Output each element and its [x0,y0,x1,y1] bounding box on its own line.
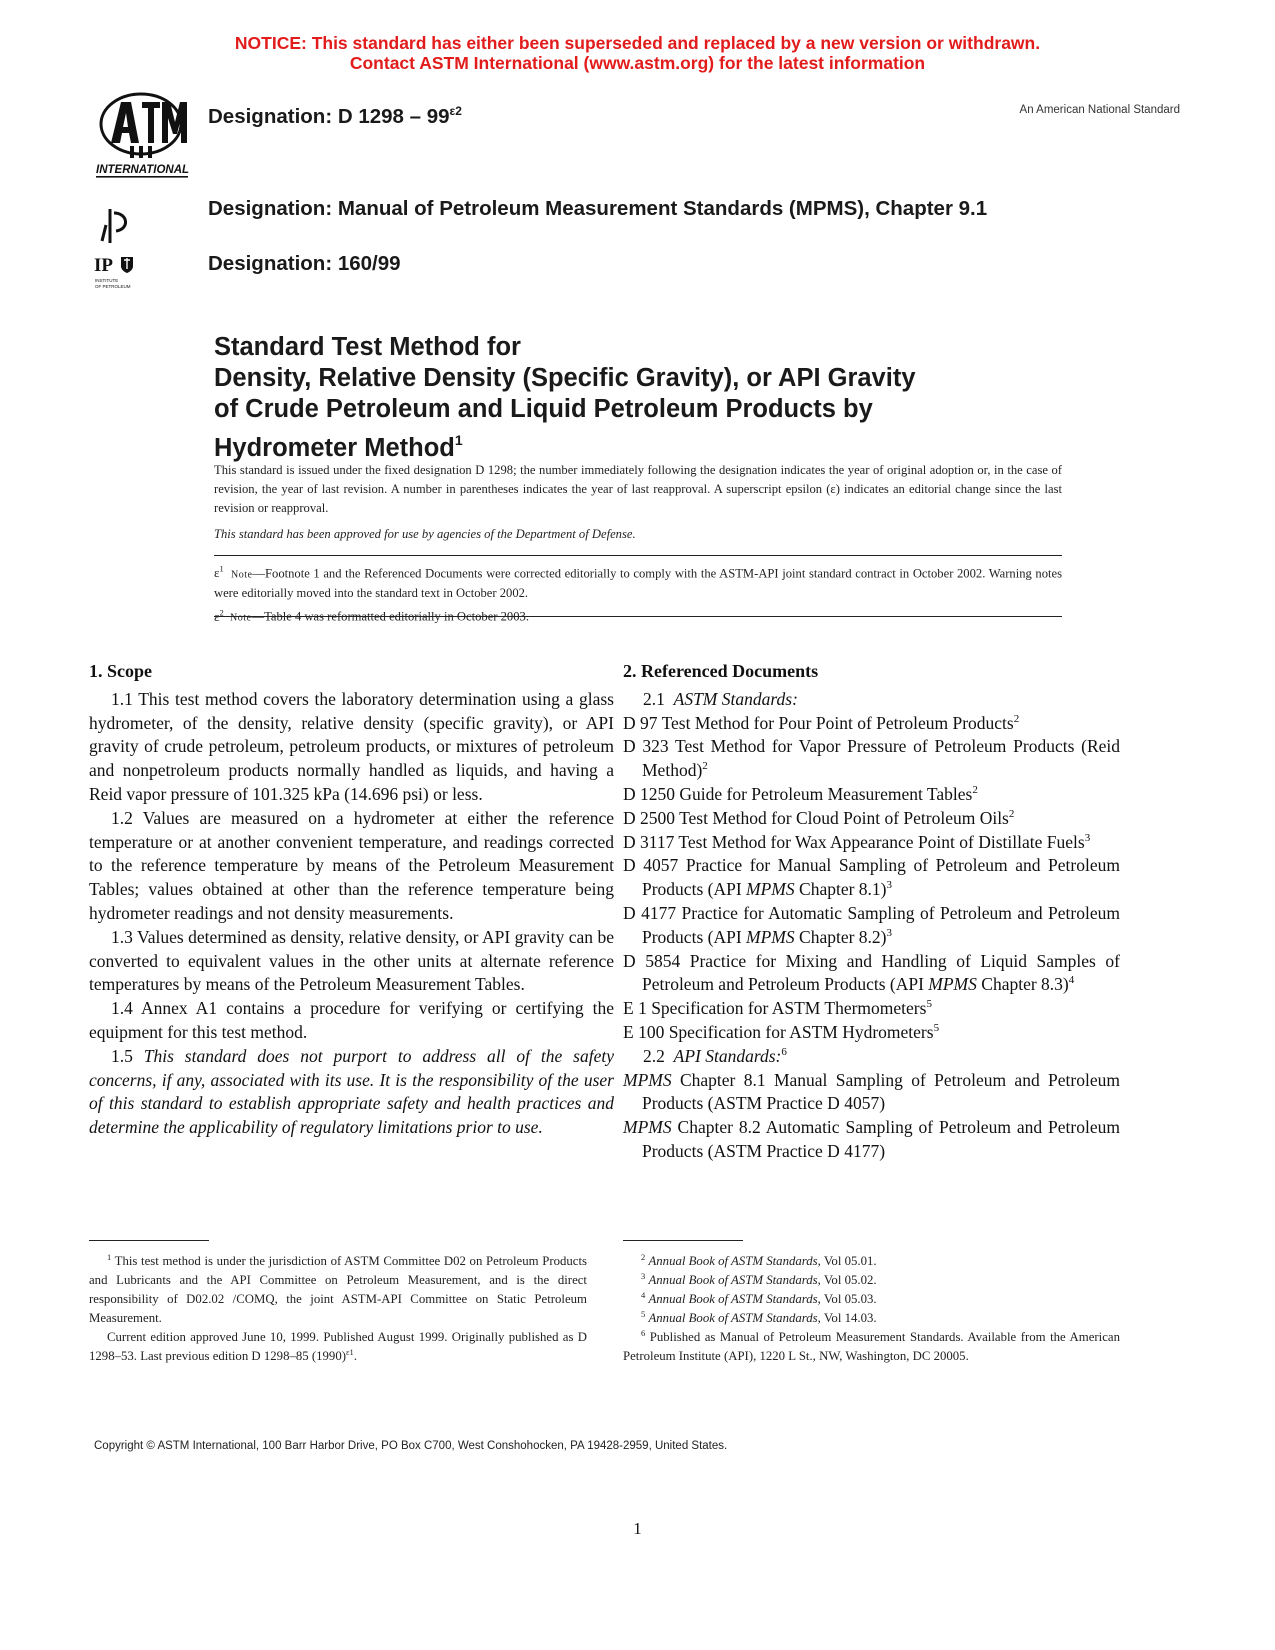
designation-mpms: Designation: Manual of Petroleum Measurement Standards (MPMS), Chapter 9.1 [208,197,988,220]
footnote-3: $^3$ Annual Book of ASTM Standards, Vol 05.02. [641,1271,877,1287]
title-line-4 [214,425,1114,464]
scope-1-5: 1.5 This standard does not purport to address all of the safety concerns, if any, associated with its use. It is the responsibility of the user of this standard to establish appropriate safety and health practices and determine the applicability of regulatory limitations prior to use. [89,1045,614,1138]
footnote-1-edition: Current edition approved June 10, 1999. Published August 1999. Originally published as D 1298–53. Last previous edition D 1298–85 $(1990)^{\varepsilon 1}$. [89,1330,587,1363]
footnote-2: $^2$ Annual Book of ASTM Standards, Vol 05.01. [641,1252,877,1268]
footnote-rule-right [623,1240,743,1241]
api-ref-item: MPMS Chapter 8.1 Manual Sampling of Petroleum and Petroleum Products (ASTM Practice D 4057) [623,1069,1120,1114]
api-logo [96,205,136,245]
ip-logo-sub-1: INSTITUTE [95,278,119,283]
divider-top [214,555,1062,556]
referenced-documents-section [623,660,1120,1164]
american-national-standard: An American National Standard [1019,104,1180,116]
footnote-1: $^1$ This test method is under the jurisdiction of ASTM Committee D02 on Petroleum Products and Lubricants and the API Committee on Petroleum Measurement, and is the direct responsibility of D02.02 /COMQ, the joint ASTM-API Committee on Static Petroleum Measurement. [89,1252,587,1325]
notice-line-1: NOTICE: This standard has either been superseded and replaced by a new version or withdrawn. [234,33,1041,53]
footnotes-left [89,1252,587,1366]
footnote-rule-left [89,1240,209,1241]
astm-ref-item: E 100 Specification for ASTM Hydrometers$^5$ [623,1021,940,1042]
refs-heading: 2. Referenced Documents [623,661,819,681]
page-number: 1 [633,1519,642,1538]
issue-statement: This standard is issued under the fixed designation D 1298; the number immediately following the designation indicates the year of original adoption or, in the case of revision, the year of last revision. A number in parentheses indicates the year of last reapproval. A superscript epsilon (ε) indicates an editorial change since the last revision or reapproval. [214,463,1062,515]
notice-banner [0,33,1275,73]
astm-ref-item: D 5854 Practice for Mixing and Handling of Liquid Samples of Petroleum and Petroleum Products (API MPMS Chapter 8.3)$^4$ [623,950,1120,995]
dod-approval: This standard has been approved for use by agencies of the Department of Defense. [214,527,636,541]
astm-ref-item: D 4057 Practice for Manual Sampling of Petroleum and Petroleum Products (API MPMS Chapter 8.1)$^3$ [623,855,1120,900]
document-title [214,332,1114,464]
scope-section [89,660,614,1140]
api-standards-label: 2.2 API Standards:$^6$ [643,1045,787,1066]
astm-standards-label: 2.1 ASTM Standards: [643,688,798,709]
divider-bottom [214,616,1062,617]
astm-ref-item: D 323 Test Method for Vapor Pressure of Petroleum Products (Reid Method)$^2$ [623,736,1120,781]
title-line-1: Standard Test Method for [214,333,521,361]
title-line-4-text: Hydrometer Method [214,434,455,462]
ip-logo-text: IP [94,255,113,276]
notice-line-2: Contact ASTM International (www.astm.org) for the latest information [349,53,926,73]
copyright: Copyright © ASTM International, 100 Barr Harbor Drive, PO Box C700, West Conshohocken, PA 19428-2959, United States. [94,1440,728,1452]
note-label: Note [230,569,253,581]
footnote-5: $^5$ Annual Book of ASTM Standards, Vol 14.03. [641,1309,877,1325]
astm-ref-item: D 97 Test Method for Pour Point of Petroleum Products$^2$ [623,712,1020,733]
designation-astm [208,104,462,129]
title-footnote-ref: 1 [454,432,463,448]
astm-ref-item: D 1250 Guide for Petroleum Measurement Tables$^2$ [623,783,978,804]
scope-1-1: 1.1 This test method covers the laboratory determination using a glass hydrometer, of the density, relative density (specific gravity), or API gravity of crude petroleum, petroleum products, or mixtures of petroleum and nonpetroleum products normally handled as liquids, and having a Reid vapor pressure of 101.325 kPa (14.696 psi) or less. [89,688,614,804]
ip-logo [94,254,144,296]
astm-logo-text: INTERNATIONAL [96,164,190,176]
astm-ref-item: E 1 Specification for ASTM Thermometers$^5$ [623,998,932,1019]
scope-heading: 1. Scope [89,661,152,681]
editorial-notes [214,560,1062,628]
astm-ref-item: D 2500 Test Method for Cloud Point of Petroleum Oils$^2$ [623,807,1015,828]
astm-standards-list [623,712,1120,1045]
astm-logo [94,88,199,184]
astm-ref-item: D 4177 Practice for Automatic Sampling of Petroleum and Petroleum Products (API MPMS Chapter 8.2)$^3$ [623,902,1120,947]
title-line-3: of Crude Petroleum and Liquid Petroleum Products by [214,395,873,423]
designation-astm-sup: ε2 [449,104,462,118]
footnote-6: $^6$ Published as Manual of Petroleum Measurement Standards. Available from the American Petroleum Institute (API), 1220 L St., NW, Washington, DC 20005. [623,1328,1120,1363]
scope-1-4: 1.4 Annex A1 contains a procedure for verifying or certifying the equipment for this test method. [89,998,614,1042]
designation-astm-text: Designation: D 1298 – 99 [208,105,450,128]
title-line-2: Density, Relative Density (Specific Gravity), or API Gravity [214,364,916,392]
note-label: Note [230,612,252,624]
astm-ref-item: D 3117 Test Method for Wax Appearance Point of Distillate Fuels$^3$ [623,831,1091,852]
ip-logo-sub-2: OF PETROLEUM [95,284,131,289]
api-standards-list [623,1069,1120,1164]
editorial-note-2: $\varepsilon^2$ Note—Table 4 was reformatted editorially in October 2003. [214,607,529,624]
scope-1-2: 1.2 Values are measured on a hydrometer at either the reference temperature or at another convenient temperature, and readings corrected to the reference temperature by means of the Petroleum Measurement Tables; values obtained at other than the reference temperature being hydrometer readings and not density measurements. [89,807,614,923]
editorial-note-1: $\varepsilon^1$ Note—Footnote 1 and the Referenced Documents were corrected editorially to comply with the ASTM-API joint standard contract in October 2002. Warning notes were editorially moved into the standard text in October 2002. [214,564,1062,601]
footnote-4: $^4$ Annual Book of ASTM Standards, Vol 05.03. [641,1290,877,1306]
api-ref-item: MPMS Chapter 8.2 Automatic Sampling of Petroleum and Petroleum Products (ASTM Practice D 4177) [623,1117,1120,1161]
scope-1-3: 1.3 Values determined as density, relative density, or API gravity can be converted to equivalent values in the other units at alternate reference temperatures by means of the Petroleum Measurement Tables. [89,926,614,995]
designation-ip: Designation: 160/99 [208,252,401,275]
footnotes-right [623,1252,1120,1366]
